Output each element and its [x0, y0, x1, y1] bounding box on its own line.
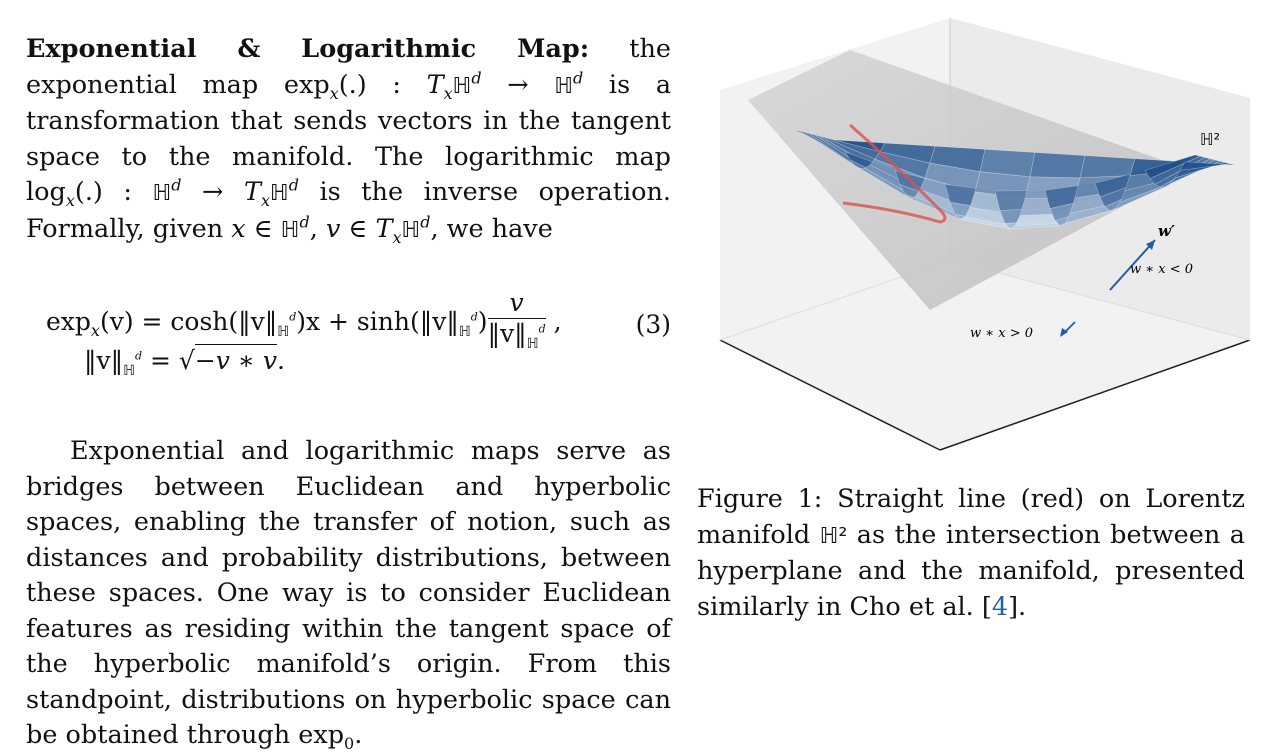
surface-cell	[1030, 153, 1085, 178]
equation-line-1: $\exp_x(v)$ = $\cosh(‖v‖_ℍ^d)x$ + $\sinh(‖v‖_ℍ^d)$ $\frac{v}{‖v‖_ℍ^d}$ ,	[46, 288, 562, 359]
label-w-prime: w′	[1158, 222, 1175, 240]
figure-caption: Figure 1: Straight line (red) on Lorentz manifold ℍ² as the intersection between a hyperplane and the manifold, presented similarly in Cho et al. [4].	[697, 484, 1245, 622]
label-manifold-H2: ℍ²	[1200, 130, 1221, 149]
surface-cell	[1080, 156, 1135, 178]
citation-link[interactable]: 4	[991, 591, 1009, 622]
figure-lorentz-manifold	[700, 10, 1260, 480]
surface-cell	[980, 149, 1035, 176]
fraction: $\frac{v}{‖v‖_ℍ^d}$	[487, 288, 546, 352]
equation-3	[26, 266, 671, 406]
paragraph-bridges: Exponential and logarithmic maps serve as bridges between Euclidean and hyperbolic spaces, enabling the transfer of notion, such as distances and probability distributions, between these spaces. One way is to consider Euclidean features as residing within the tangent space of the hyperbolic manifold’s origin. From this standpoint, distributions on hyperbolic space can be obtained through $\exp_0$.	[26, 436, 671, 754]
left-column	[26, 32, 671, 754]
label-w-x-gt-0: w ∗ x > 0	[970, 326, 1033, 341]
paragraph-heading: Exponential & Logarithmic Map:	[26, 34, 590, 64]
equation-number: (3)	[635, 310, 671, 339]
paragraph-exp-log: Exponential & Logarithmic Map: the exponential map $\exp_x(.)$ : $T_xℍ^d$ → ℍ$^d$ is a transformation that sends vectors in the tangent space to the manifold. The logarithmic map $\log_x(.)$ : ℍ$^d$ → $T_xℍ^d$ is the inverse operation. Formally, given x ∈ ℍ$^d$, v ∈ $T_xℍ^d$, we have	[26, 34, 672, 247]
label-w-x-lt-0: w ∗ x < 0	[1130, 262, 1193, 277]
equation-line-2: $‖v‖_ℍ^d = √-v$ ∗ v.	[84, 346, 285, 379]
